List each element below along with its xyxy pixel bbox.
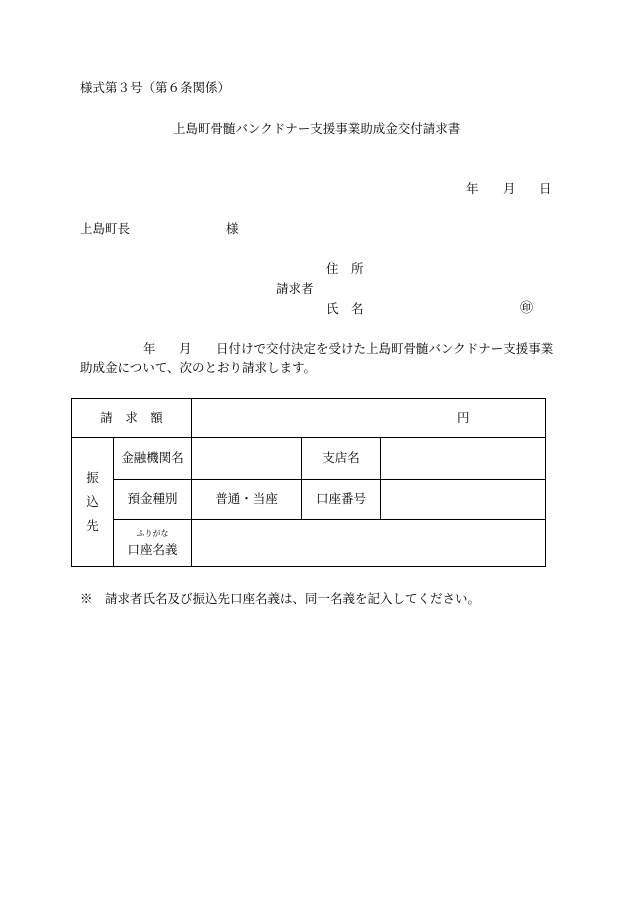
account-type-field[interactable]	[192, 480, 302, 520]
addressee-name: 上島町長	[80, 221, 131, 236]
date-year-label: 年	[466, 181, 479, 196]
bank-name-field[interactable]	[192, 438, 302, 480]
account-type-label-cell	[114, 480, 192, 520]
account-type-options: 普通・当座	[215, 491, 278, 507]
branch-name-field[interactable]	[381, 438, 546, 480]
yen-unit: 円	[457, 409, 470, 425]
bank-label-cell	[114, 438, 192, 480]
account-number-label: 口座番号	[316, 491, 367, 507]
amount-label: 請 求 額	[100, 409, 163, 425]
address-label: 住 所	[326, 261, 364, 276]
name-label: 氏 名	[326, 301, 364, 316]
requester-label: 請求者	[276, 281, 314, 296]
account-type-row	[72, 480, 546, 520]
bank-label: 金融機関名	[121, 450, 184, 466]
date-day-label: 日	[539, 181, 552, 196]
account-number-label-cell	[302, 480, 381, 520]
amount-label-cell	[72, 399, 192, 438]
amount-row	[72, 399, 546, 438]
document-title: 上島町骨髄バンクドナー支援事業助成金交付請求書	[173, 121, 461, 136]
account-number-field[interactable]	[381, 480, 546, 520]
account-name-label: 口座名義	[127, 541, 178, 557]
branch-label: 支店名	[322, 450, 360, 466]
account-name-row	[72, 520, 546, 567]
seal-mark: ㊞	[520, 301, 534, 316]
date-month-label: 月	[503, 181, 516, 196]
body-month: 月	[179, 341, 192, 356]
account-name-field[interactable]	[192, 520, 546, 567]
bank-row	[72, 438, 546, 480]
body-line2: 助成金について、次のとおり請求します。	[80, 360, 317, 375]
footnote: ※ 請求者氏名及び振込先口座名義は、同一名義を記入してください。	[80, 591, 481, 606]
amount-field[interactable]	[192, 399, 546, 438]
body-line1: 日付けで交付決定を受けた上島町骨髄バンクドナー支援事業	[216, 341, 554, 356]
addressee-honorific: 様	[226, 221, 239, 236]
transfer-label: 振込先	[86, 470, 99, 533]
body-year: 年	[143, 341, 156, 356]
account-type-label: 預金種別	[127, 491, 178, 507]
form-number: 様式第３号（第６条関係）	[80, 80, 231, 95]
request-table	[71, 398, 546, 567]
branch-label-cell	[302, 438, 381, 480]
account-name-label-cell	[114, 520, 192, 567]
transfer-label-cell	[72, 438, 114, 567]
furigana-label: ふりがな	[136, 528, 169, 538]
